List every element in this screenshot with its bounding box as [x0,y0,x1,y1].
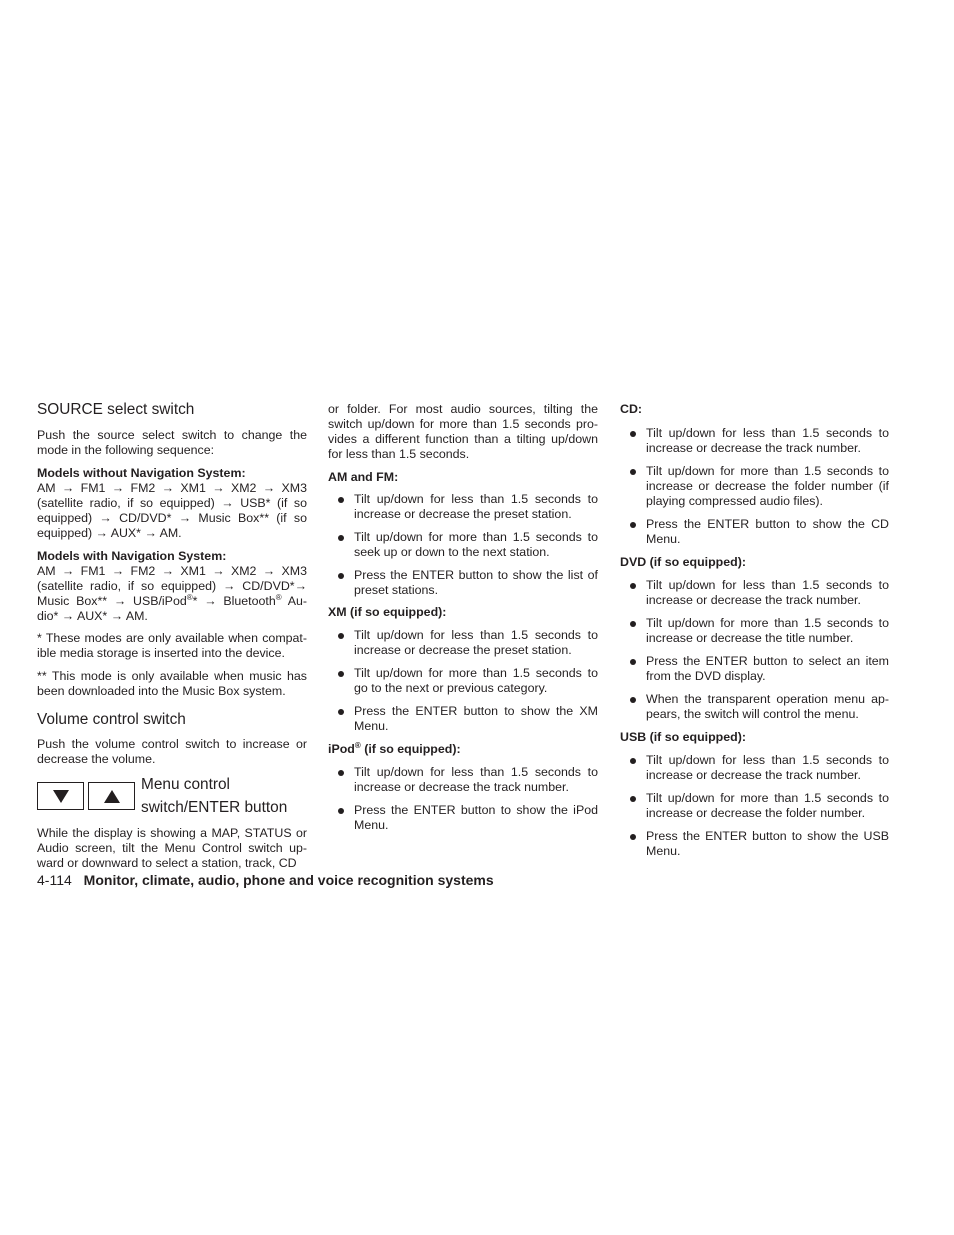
list-item: Tilt up/down for less than 1.5 seconds to increase or decrease the track number. [620,753,889,783]
menu-control-label: Menu control switch/ENTER button [141,776,288,816]
footnote-single: * These modes are only available when compat-ible media storage is inserted into the device. [37,631,307,660]
list-item: Tilt up/down for more than 1.5 seconds to increase or decrease the title number. [620,616,889,646]
list-item: Tilt up/down for less than 1.5 seconds to increase or decrease the preset station. [328,492,598,522]
list-item: Press the ENTER button to show the list of preset stations. [328,568,598,598]
menu-control-text-continued: or folder. For most audio sources, tilting the switch up/down for more than 1.5 seconds pro-vides a different function than a tilting up/down for less than 1.5 seconds. [328,402,598,461]
menu-control-keys [37,782,135,810]
column-right [620,400,889,859]
usb-list [620,753,889,859]
section-title: Monitor, climate, audio, phone and voice recognition systems [83,872,494,888]
am-fm-heading: AM and FM: [328,470,399,484]
cd-list [620,426,889,547]
menu-down-key [37,782,84,810]
column-middle [328,400,598,833]
nonav-sequence: AM → FM1 → FM2 → XM1 → XM2 → XM3 (satellite radio, if so equipped) → USB* (if so equipped) → CD/DVD* → Music Box** (if so equipped) → AUX* → AM. [37,481,307,540]
volume-text: Push the volume control switch to increase or decrease the volume. [37,737,307,766]
list-item: Tilt up/down for more than 1.5 seconds to increase or decrease the folder number (if playing compressed audio files). [620,464,889,509]
cd-heading: CD: [620,402,643,416]
source-intro: Push the source select switch to change the mode in the following sequence: [37,428,307,457]
page-footer [37,871,494,889]
ipod-list [328,765,598,833]
volume-switch-heading: Volume control switch [37,711,186,728]
dvd-list [620,578,889,722]
dvd-heading: DVD (if so equipped): [620,555,746,569]
list-item: Press the ENTER button to show the USB Menu. [620,829,889,859]
list-item: When the transparent operation menu ap-pears, the switch will control the menu. [620,692,889,722]
xm-heading: XM (if so equipped): [328,605,447,619]
am-fm-list [328,492,598,598]
menu-up-key [88,782,135,810]
list-item: Press the ENTER button to show the CD Menu. [620,517,889,547]
ipod-heading: iPod® (if so equipped): [328,740,461,756]
list-item: Press the ENTER button to select an item from the DVD display. [620,654,889,684]
column-left [37,400,307,871]
source-switch-heading: SOURCE select switch [37,401,195,418]
list-item: Tilt up/down for more than 1.5 seconds to go to the next or previous category. [328,666,598,696]
menu-control-text: While the display is showing a MAP, STATUS or Audio screen, tilt the Menu Control switch up-ward or downward to select a station, track, CD [37,826,307,870]
menu-control-row [37,776,307,819]
list-item: Press the ENTER button to show the XM Menu. [328,704,598,734]
footnote-double: ** This mode is only available when music has been downloaded into the Music Box system. [37,669,307,698]
xm-list [328,628,598,734]
triangle-up-icon [104,790,120,803]
list-item: Press the ENTER button to show the iPod Menu. [328,803,598,833]
list-item: Tilt up/down for less than 1.5 seconds to increase or decrease the track number. [328,765,598,795]
list-item: Tilt up/down for less than 1.5 seconds to increase or decrease the preset station. [328,628,598,658]
nav-sequence: AM → FM1 → FM2 → XM1 → XM2 → XM3 (satellite radio, if so equipped) → CD/DVD*→ Music Box** → USB/iPod®* → Bluetooth® Au-dio* → AUX* → AM. [37,564,307,623]
triangle-down-icon [53,790,69,803]
list-item: Tilt up/down for more than 1.5 seconds to increase or decrease the folder number. [620,791,889,821]
list-item: Tilt up/down for less than 1.5 seconds to increase or decrease the track number. [620,578,889,608]
page-number: 4-114 [37,872,72,888]
nonav-heading: Models without Navigation System: [37,466,246,480]
list-item: Tilt up/down for less than 1.5 seconds to increase or decrease the track number. [620,426,889,456]
list-item: Tilt up/down for more than 1.5 seconds to seek up or down to the next station. [328,530,598,560]
usb-heading: USB (if so equipped): [620,730,746,744]
nav-heading: Models with Navigation System: [37,549,227,563]
